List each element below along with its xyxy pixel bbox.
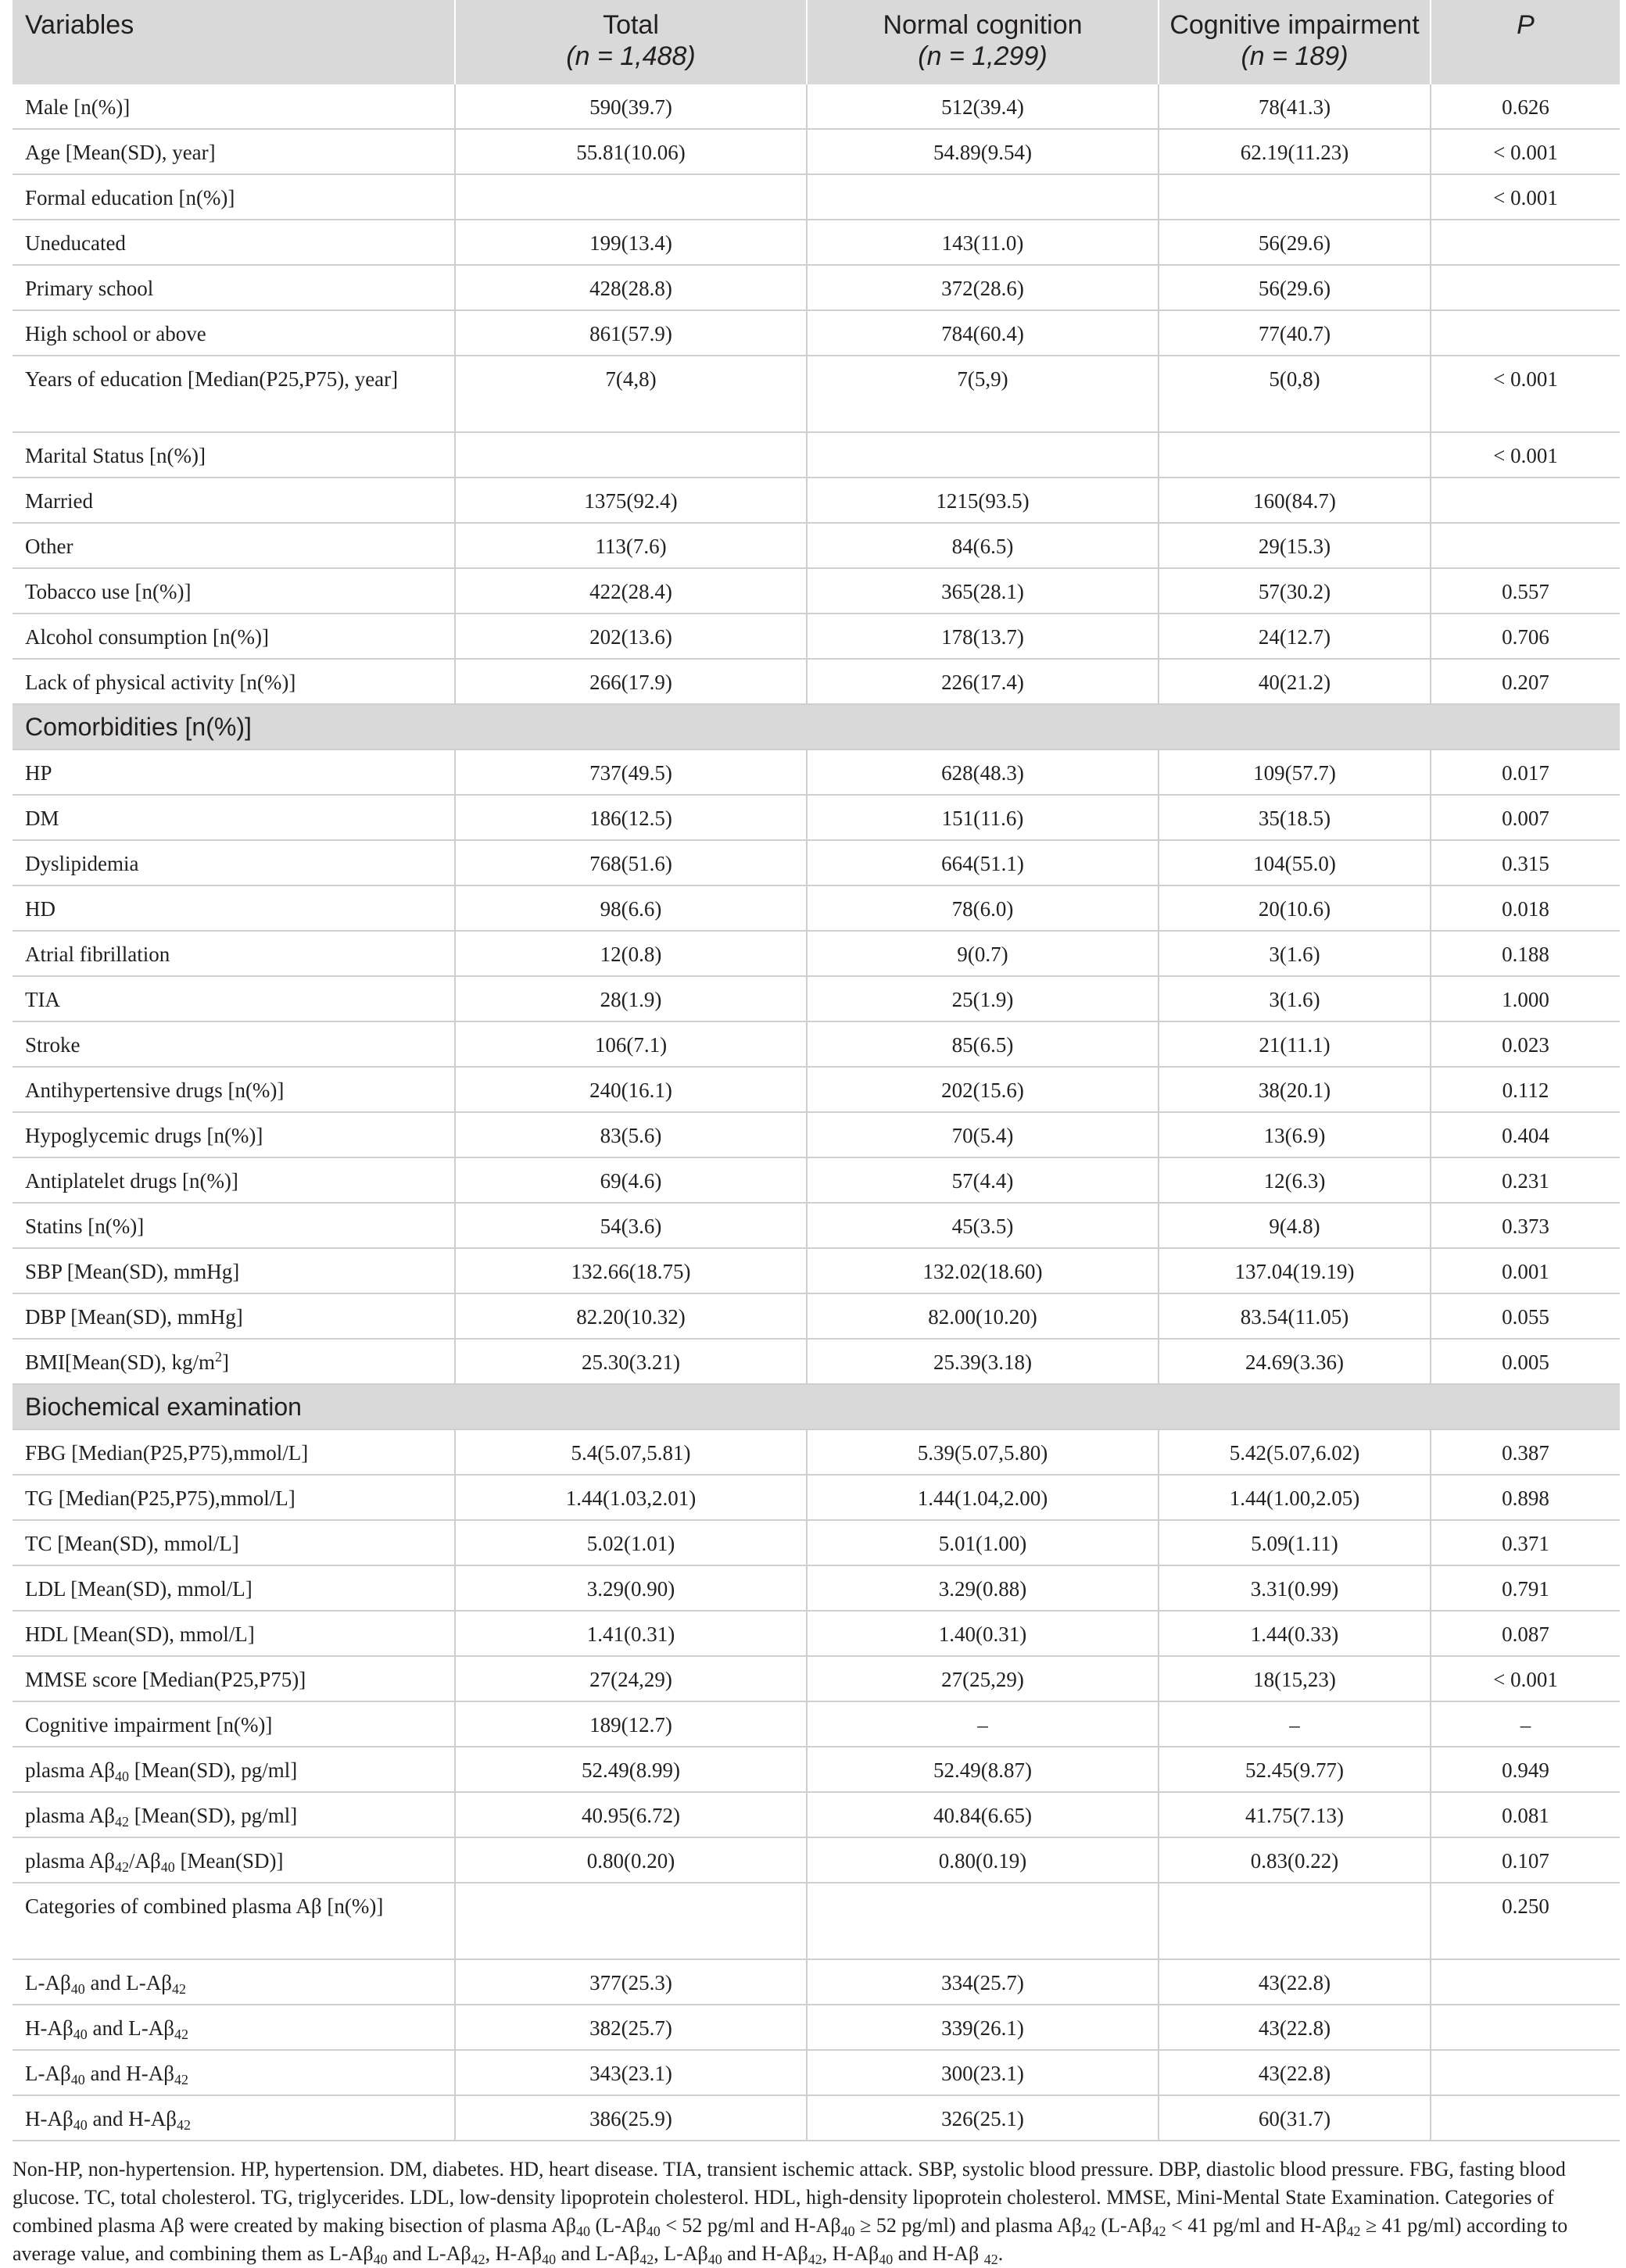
normal-cognition-cell: 784(60.4) <box>807 310 1159 356</box>
normal-cognition-cell: 9(0.7) <box>807 931 1159 976</box>
table-row <box>13 1248 1620 1293</box>
cognitive-impairment-cell: 1.44(1.00,2.05) <box>1159 1475 1431 1520</box>
variable-cell: SBP [Mean(SD), mmHg] <box>13 1248 455 1293</box>
cognitive-impairment-cell: 0.83(0.22) <box>1159 1837 1431 1883</box>
p-value-cell: 0.087 <box>1431 1611 1620 1656</box>
total-cell: 737(49.5) <box>455 749 807 795</box>
table-row <box>13 2050 1620 2095</box>
total-cell: 1.41(0.31) <box>455 1611 807 1656</box>
p-value-cell: 0.250 <box>1431 1883 1620 1959</box>
table-row <box>13 174 1620 220</box>
cognitive-impairment-cell: 109(57.7) <box>1159 749 1431 795</box>
cognitive-impairment-cell: 24(12.7) <box>1159 614 1431 659</box>
table-row <box>13 84 1620 129</box>
table-footnote: Non-HP, non-hypertension. HP, hypertension. DM, diabetes. HD, heart disease. TIA, transient ischemic attack. SBP, systolic blood pressure. DBP, diastolic blood pressure. FBG, fasting blood glucose. TC, total cholesterol. TG, triglycerides. LDL, low-density lipoprotein cholesterol. HDL, high-density lipoprotein cholesterol. MMSE, Mini-Mental State Examination. Categories of combined plasma Aβ were created by making bisection of plasma $A\beta_{40}$ ($L-A\beta_{40} < 52$ pg/ml and $H-A\beta_{40} \ge 52$ pg/ml) and plasma $A\beta_{42}$ ($L-A\beta_{42} < 41$ pg/ml and $H-A\beta_{42} \ge 41$ pg/ml) according to average value, and combining them as $L-A\beta_{40}$ and $L-A\beta_{42}$, $H-A\beta_{40}$ and $L-A\beta_{42}$, $L-A\beta_{40}$ and $H-A\beta_{42}$, $H-A\beta_{40}$ and H-Aβ $_{42}$. <box>13 2158 1568 2267</box>
total-cell: 377(25.3) <box>455 1959 807 2005</box>
variable-cell: BMI[Mean(SD), $kg/m^2$] <box>13 1339 455 1384</box>
table-row <box>13 1656 1620 1701</box>
variable-cell: TC [Mean(SD), mmol/L] <box>13 1520 455 1565</box>
variable-cell: Statins [n(%)] <box>13 1203 455 1248</box>
section-header-row <box>13 1384 1620 1429</box>
cognitive-impairment-cell: 21(11.1) <box>1159 1021 1431 1067</box>
normal-cognition-cell: 226(17.4) <box>807 659 1159 704</box>
header-p-label: P <box>1517 10 1535 40</box>
p-value-cell: 0.898 <box>1431 1475 1620 1520</box>
variable-cell: Alcohol consumption [n(%)] <box>13 614 455 659</box>
normal-cognition-cell: 84(6.5) <box>807 523 1159 568</box>
normal-cognition-cell: 372(28.6) <box>807 265 1159 310</box>
normal-cognition-cell: 132.02(18.60) <box>807 1248 1159 1293</box>
total-cell: 5.4(5.07,5.81) <box>455 1429 807 1475</box>
variable-cell: Lack of physical activity [n(%)] <box>13 659 455 704</box>
variable-cell: plasma $A\beta_{42}/A\beta_{40}$ [Mean(SD)] <box>13 1837 455 1883</box>
total-cell: 590(39.7) <box>455 84 807 129</box>
normal-cognition-cell: 664(51.1) <box>807 840 1159 885</box>
normal-cognition-cell: 334(25.7) <box>807 1959 1159 2005</box>
table-row <box>13 1157 1620 1203</box>
variable-cell: Atrial fibrillation <box>13 931 455 976</box>
cognitive-impairment-cell: 20(10.6) <box>1159 885 1431 931</box>
total-cell: 382(25.7) <box>455 2005 807 2050</box>
table-row <box>13 1837 1620 1883</box>
variable-cell: FBG [Median(P25,P75),mmol/L] <box>13 1429 455 1475</box>
variable-cell: $H-A\beta_{40}$ and $H-A\beta_{42}$ <box>13 2095 455 2141</box>
normal-cognition-cell: 300(23.1) <box>807 2050 1159 2095</box>
normal-cognition-cell: 27(25,29) <box>807 1656 1159 1701</box>
variable-cell: HDL [Mean(SD), mmol/L] <box>13 1611 455 1656</box>
variable-cell: TG [Median(P25,P75),mmol/L] <box>13 1475 455 1520</box>
variable-cell: $L-A\beta_{40}$ and $L-A\beta_{42}$ <box>13 1959 455 2005</box>
normal-cognition-cell: – <box>807 1701 1159 1747</box>
header-impaired-label: Cognitive impairment <box>1169 10 1420 40</box>
total-cell: 27(24,29) <box>455 1656 807 1701</box>
total-cell: 52.49(8.99) <box>455 1747 807 1792</box>
variable-cell: Hypoglycemic drugs [n(%)] <box>13 1112 455 1157</box>
cognitive-impairment-cell: 160(84.7) <box>1159 478 1431 523</box>
cognitive-impairment-cell: 137.04(19.19) <box>1159 1248 1431 1293</box>
table-row <box>13 1959 1620 2005</box>
p-value-cell: 0.107 <box>1431 1837 1620 1883</box>
normal-cognition-cell: 628(48.3) <box>807 749 1159 795</box>
table-row <box>13 1429 1620 1475</box>
cognitive-impairment-cell: 52.45(9.77) <box>1159 1747 1431 1792</box>
cognitive-impairment-cell: 3(1.6) <box>1159 976 1431 1021</box>
cognitive-impairment-cell: 38(20.1) <box>1159 1067 1431 1112</box>
total-cell: 1.44(1.03,2.01) <box>455 1475 807 1520</box>
header-cognitive-impairment <box>1159 0 1431 84</box>
cognitive-impairment-cell <box>1159 174 1431 220</box>
table-row <box>13 749 1620 795</box>
cognitive-impairment-cell: 56(29.6) <box>1159 265 1431 310</box>
total-cell: 69(4.6) <box>455 1157 807 1203</box>
total-cell: 428(28.8) <box>455 265 807 310</box>
total-cell: 54(3.6) <box>455 1203 807 1248</box>
variable-cell: HP <box>13 749 455 795</box>
variable-cell: Dyslipidemia <box>13 840 455 885</box>
p-value-cell: 0.188 <box>1431 931 1620 976</box>
cognitive-impairment-cell: 57(30.2) <box>1159 568 1431 614</box>
cognitive-impairment-cell: 43(22.8) <box>1159 2005 1431 2050</box>
header-normal-label: Normal cognition <box>883 10 1083 40</box>
p-value-cell: 0.001 <box>1431 1248 1620 1293</box>
table-body <box>13 84 1620 2141</box>
table-row <box>13 2005 1620 2050</box>
p-value-cell: 0.315 <box>1431 840 1620 885</box>
p-value-cell: 0.018 <box>1431 885 1620 931</box>
table-row <box>13 1701 1620 1747</box>
normal-cognition-cell: 25(1.9) <box>807 976 1159 1021</box>
p-value-cell <box>1431 2050 1620 2095</box>
p-value-cell: 0.081 <box>1431 1792 1620 1837</box>
p-value-cell <box>1431 310 1620 356</box>
p-value-cell: < 0.001 <box>1431 174 1620 220</box>
section-header-row <box>13 704 1620 749</box>
table-row <box>13 1112 1620 1157</box>
total-cell: 82.20(10.32) <box>455 1293 807 1339</box>
table-row <box>13 1021 1620 1067</box>
total-cell: 113(7.6) <box>455 523 807 568</box>
variable-cell: plasma $A\beta_{40}$ [Mean(SD), pg/ml] <box>13 1747 455 1792</box>
total-cell: 132.66(18.75) <box>455 1248 807 1293</box>
variable-cell: HD <box>13 885 455 931</box>
header-variables: Variables <box>13 0 455 84</box>
normal-cognition-cell: 52.49(8.87) <box>807 1747 1159 1792</box>
variable-cell: plasma $A\beta_{42}$ [Mean(SD), pg/ml] <box>13 1792 455 1837</box>
cognitive-impairment-cell <box>1159 1883 1431 1959</box>
p-value-cell: 0.231 <box>1431 1157 1620 1203</box>
p-value-cell: < 0.001 <box>1431 356 1620 432</box>
total-cell: 199(13.4) <box>455 220 807 265</box>
variable-cell: Married <box>13 478 455 523</box>
total-cell <box>455 432 807 478</box>
p-value-cell <box>1431 265 1620 310</box>
header-row <box>13 0 1620 84</box>
cognitive-impairment-cell <box>1159 432 1431 478</box>
normal-cognition-cell: 326(25.1) <box>807 2095 1159 2141</box>
p-value-cell: 0.023 <box>1431 1021 1620 1067</box>
variable-cell: MMSE score [Median(P25,P75)] <box>13 1656 455 1701</box>
variable-cell: Marital Status [n(%)] <box>13 432 455 478</box>
total-cell: 7(4,8) <box>455 356 807 432</box>
p-value-cell: < 0.001 <box>1431 1656 1620 1701</box>
normal-cognition-cell <box>807 174 1159 220</box>
normal-cognition-cell: 40.84(6.65) <box>807 1792 1159 1837</box>
cognitive-impairment-cell: 43(22.8) <box>1159 1959 1431 2005</box>
table-row <box>13 885 1620 931</box>
variable-cell: $L-A\beta_{40}$ and $H-A\beta_{42}$ <box>13 2050 455 2095</box>
cognitive-impairment-cell: 29(15.3) <box>1159 523 1431 568</box>
p-value-cell: 0.055 <box>1431 1293 1620 1339</box>
normal-cognition-cell: 5.39(5.07,5.80) <box>807 1429 1159 1475</box>
p-value-cell: 0.017 <box>1431 749 1620 795</box>
total-cell: 186(12.5) <box>455 795 807 840</box>
variable-cell: Uneducated <box>13 220 455 265</box>
p-value-cell: 0.791 <box>1431 1565 1620 1611</box>
p-value-cell: 0.706 <box>1431 614 1620 659</box>
total-cell: 343(23.1) <box>455 2050 807 2095</box>
cognitive-impairment-cell: 41.75(7.13) <box>1159 1792 1431 1837</box>
total-cell: 12(0.8) <box>455 931 807 976</box>
cognitive-impairment-cell: 77(40.7) <box>1159 310 1431 356</box>
cognitive-impairment-cell: – <box>1159 1701 1431 1747</box>
total-cell: 202(13.6) <box>455 614 807 659</box>
total-cell: 189(12.7) <box>455 1701 807 1747</box>
table-row <box>13 840 1620 885</box>
variable-cell: Cognitive impairment [n(%)] <box>13 1701 455 1747</box>
table-row <box>13 265 1620 310</box>
normal-cognition-cell <box>807 432 1159 478</box>
total-cell: 3.29(0.90) <box>455 1565 807 1611</box>
cognitive-impairment-cell: 18(15,23) <box>1159 1656 1431 1701</box>
total-cell: 0.80(0.20) <box>455 1837 807 1883</box>
table-row <box>13 568 1620 614</box>
normal-cognition-cell: 70(5.4) <box>807 1112 1159 1157</box>
document <box>13 0 1620 2268</box>
p-value-cell: – <box>1431 1701 1620 1747</box>
variable-cell: Other <box>13 523 455 568</box>
cognitive-impairment-cell: 1.44(0.33) <box>1159 1611 1431 1656</box>
total-cell: 106(7.1) <box>455 1021 807 1067</box>
variable-cell: Primary school <box>13 265 455 310</box>
normal-cognition-cell: 365(28.1) <box>807 568 1159 614</box>
total-cell: 240(16.1) <box>455 1067 807 1112</box>
table-row <box>13 432 1620 478</box>
p-value-cell: 0.371 <box>1431 1520 1620 1565</box>
total-cell <box>455 1883 807 1959</box>
p-value-cell <box>1431 478 1620 523</box>
normal-cognition-cell: 3.29(0.88) <box>807 1565 1159 1611</box>
normal-cognition-cell: 178(13.7) <box>807 614 1159 659</box>
normal-cognition-cell: 0.80(0.19) <box>807 1837 1159 1883</box>
p-value-cell <box>1431 2005 1620 2050</box>
p-value-cell: 0.949 <box>1431 1747 1620 1792</box>
cognitive-impairment-cell: 43(22.8) <box>1159 2050 1431 2095</box>
header-total <box>455 0 807 84</box>
total-cell: 386(25.9) <box>455 2095 807 2141</box>
table-row <box>13 1747 1620 1792</box>
header-total-n: (n = 1,488) <box>566 41 696 71</box>
cognitive-impairment-cell: 78(41.3) <box>1159 84 1431 129</box>
table-row <box>13 220 1620 265</box>
header-p-value <box>1431 0 1620 84</box>
normal-cognition-cell: 78(6.0) <box>807 885 1159 931</box>
normal-cognition-cell: 5.01(1.00) <box>807 1520 1159 1565</box>
p-value-cell <box>1431 2095 1620 2141</box>
table-row <box>13 129 1620 174</box>
variable-cell: Formal education [n(%)] <box>13 174 455 220</box>
cognitive-impairment-cell: 40(21.2) <box>1159 659 1431 704</box>
variable-cell: Years of education [Median(P25,P75), year] <box>13 356 455 432</box>
section-title: Comorbidities [n(%)] <box>13 704 1620 749</box>
variable-cell: Stroke <box>13 1021 455 1067</box>
normal-cognition-cell: 45(3.5) <box>807 1203 1159 1248</box>
normal-cognition-cell: 512(39.4) <box>807 84 1159 129</box>
variable-cell: DM <box>13 795 455 840</box>
header-impaired-n: (n = 189) <box>1241 41 1348 71</box>
table-row <box>13 1339 1620 1384</box>
table-row <box>13 310 1620 356</box>
total-cell: 861(57.9) <box>455 310 807 356</box>
cognitive-impairment-cell: 3.31(0.99) <box>1159 1565 1431 1611</box>
total-cell: 1375(92.4) <box>455 478 807 523</box>
total-cell: 5.02(1.01) <box>455 1520 807 1565</box>
normal-cognition-cell: 85(6.5) <box>807 1021 1159 1067</box>
normal-cognition-cell: 143(11.0) <box>807 220 1159 265</box>
cognitive-impairment-cell: 12(6.3) <box>1159 1157 1431 1203</box>
header-normal-cognition <box>807 0 1159 84</box>
variable-cell: DBP [Mean(SD), mmHg] <box>13 1293 455 1339</box>
section-title: Biochemical examination <box>13 1384 1620 1429</box>
table-row <box>13 1293 1620 1339</box>
p-value-cell: 0.404 <box>1431 1112 1620 1157</box>
table-row <box>13 1883 1620 1959</box>
cognitive-impairment-cell: 104(55.0) <box>1159 840 1431 885</box>
total-cell: 266(17.9) <box>455 659 807 704</box>
normal-cognition-cell: 1215(93.5) <box>807 478 1159 523</box>
variable-cell: Tobacco use [n(%)] <box>13 568 455 614</box>
p-value-cell: 0.626 <box>1431 84 1620 129</box>
total-cell: 40.95(6.72) <box>455 1792 807 1837</box>
cognitive-impairment-cell: 5(0,8) <box>1159 356 1431 432</box>
cognitive-impairment-cell: 9(4.8) <box>1159 1203 1431 1248</box>
normal-cognition-cell: 25.39(3.18) <box>807 1339 1159 1384</box>
table-row <box>13 478 1620 523</box>
total-cell: 55.81(10.06) <box>455 129 807 174</box>
variable-cell: Categories of combined plasma Aβ [n(%)] <box>13 1883 455 1959</box>
total-cell: 768(51.6) <box>455 840 807 885</box>
table-row <box>13 1520 1620 1565</box>
total-cell: 98(6.6) <box>455 885 807 931</box>
variable-cell: High school or above <box>13 310 455 356</box>
variable-cell: Antihypertensive drugs [n(%)] <box>13 1067 455 1112</box>
cognitive-impairment-cell: 5.42(5.07,6.02) <box>1159 1429 1431 1475</box>
table-row <box>13 523 1620 568</box>
cognitive-impairment-cell: 13(6.9) <box>1159 1112 1431 1157</box>
table-row <box>13 2095 1620 2141</box>
cognitive-impairment-cell: 56(29.6) <box>1159 220 1431 265</box>
table-header <box>13 0 1620 84</box>
normal-cognition-cell <box>807 1883 1159 1959</box>
table-row <box>13 1611 1620 1656</box>
cognitive-impairment-cell: 35(18.5) <box>1159 795 1431 840</box>
variable-cell: LDL [Mean(SD), mmol/L] <box>13 1565 455 1611</box>
normal-cognition-cell: 1.40(0.31) <box>807 1611 1159 1656</box>
variable-cell: Antiplatelet drugs [n(%)] <box>13 1157 455 1203</box>
table-row <box>13 795 1620 840</box>
total-cell <box>455 174 807 220</box>
p-value-cell: 0.207 <box>1431 659 1620 704</box>
normal-cognition-cell: 82.00(10.20) <box>807 1293 1159 1339</box>
cognitive-impairment-cell: 83.54(11.05) <box>1159 1293 1431 1339</box>
p-value-cell: 0.007 <box>1431 795 1620 840</box>
cognitive-impairment-cell: 3(1.6) <box>1159 931 1431 976</box>
p-value-cell: 0.005 <box>1431 1339 1620 1384</box>
normal-cognition-cell: 7(5,9) <box>807 356 1159 432</box>
normal-cognition-cell: 202(15.6) <box>807 1067 1159 1112</box>
cognitive-impairment-cell: 60(31.7) <box>1159 2095 1431 2141</box>
p-value-cell: < 0.001 <box>1431 432 1620 478</box>
variable-cell: $H-A\beta_{40}$ and $L-A\beta_{42}$ <box>13 2005 455 2050</box>
p-value-cell: < 0.001 <box>1431 129 1620 174</box>
table-row <box>13 976 1620 1021</box>
total-cell: 28(1.9) <box>455 976 807 1021</box>
normal-cognition-cell: 151(11.6) <box>807 795 1159 840</box>
total-cell: 83(5.6) <box>455 1112 807 1157</box>
p-value-cell <box>1431 220 1620 265</box>
cognitive-impairment-cell: 62.19(11.23) <box>1159 129 1431 174</box>
p-value-cell <box>1431 523 1620 568</box>
table-row <box>13 1067 1620 1112</box>
p-value-cell <box>1431 1959 1620 2005</box>
normal-cognition-cell: 339(26.1) <box>807 2005 1159 2050</box>
p-value-cell: 0.387 <box>1431 1429 1620 1475</box>
table-row <box>13 356 1620 432</box>
header-total-label: Total <box>603 10 659 40</box>
table-row <box>13 1203 1620 1248</box>
table-row <box>13 614 1620 659</box>
table-row <box>13 931 1620 976</box>
total-cell: 422(28.4) <box>455 568 807 614</box>
table-row <box>13 659 1620 704</box>
normal-cognition-cell: 54.89(9.54) <box>807 129 1159 174</box>
normal-cognition-cell: 1.44(1.04,2.00) <box>807 1475 1159 1520</box>
cognitive-impairment-cell: 24.69(3.36) <box>1159 1339 1431 1384</box>
total-cell: 25.30(3.21) <box>455 1339 807 1384</box>
p-value-cell: 0.557 <box>1431 568 1620 614</box>
variable-cell: Male [n(%)] <box>13 84 455 129</box>
table-row <box>13 1792 1620 1837</box>
p-value-cell: 0.112 <box>1431 1067 1620 1112</box>
table-row <box>13 1475 1620 1520</box>
header-normal-n: (n = 1,299) <box>918 41 1048 71</box>
p-value-cell: 0.373 <box>1431 1203 1620 1248</box>
p-value-cell: 1.000 <box>1431 976 1620 1021</box>
normal-cognition-cell: 57(4.4) <box>807 1157 1159 1203</box>
cognitive-impairment-cell: 5.09(1.11) <box>1159 1520 1431 1565</box>
table-row <box>13 1565 1620 1611</box>
variable-cell: TIA <box>13 976 455 1021</box>
baseline-characteristics-table <box>13 0 1620 2141</box>
variable-cell: Age [Mean(SD), year] <box>13 129 455 174</box>
